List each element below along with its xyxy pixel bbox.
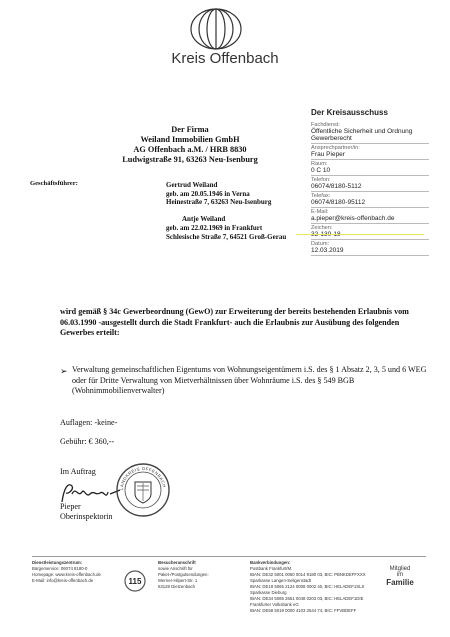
footer-address-column — [158, 560, 238, 590]
footer-bank-line-1: Postbank Frankfurt/M. — [250, 566, 293, 571]
field-label-contact: Ansprechpartner/in: — [311, 145, 360, 151]
logo-text: Kreis Offenbach — [171, 50, 279, 67]
footer-address-line-3: Werner-Hilpert-Str. 1 — [158, 578, 198, 583]
footer-bank-line-3: Sparkasse Langen-Seligenstadt — [250, 578, 311, 583]
field-value-contact: Frau Pieper — [311, 151, 429, 160]
on-behalf-text: Im Auftrag — [60, 467, 96, 476]
permit-scope-item: Verwaltung gemeinschaftlichen Eigentums von Wohnungseigentümern i.S. des § 1 Absatz 2, 3, 5 und 6 WEG oder für Dritte Verwaltung von Mietverhältnissen über Wohnräume i.S. des § 549 BGB (Wohnimmobilienverwalter) — [72, 365, 427, 395]
company-address: Ludwigstraße 91, 63263 Neu-Isenburg — [122, 155, 258, 164]
field-label-phone: Telefon: — [311, 177, 331, 183]
field-label-reference: Zeichen: — [311, 225, 333, 231]
manager-1-born: geb. am 20.05.1946 in Verna — [166, 190, 250, 198]
footer-bank-line-4: IBAN: DE18 5065 2124 0008 0002 40, BIC: HELADEF1SLS — [250, 584, 365, 589]
fee-text: Gebühr: € 360,-- — [60, 437, 115, 446]
field-value-department: Öffentliche Sicherheit und Ordnung Gewerberecht — [311, 128, 429, 144]
company-name: Weiland Immobilien GmbH — [140, 135, 240, 144]
field-value-phone: 06074/8180-5112 — [311, 183, 429, 192]
kreis-offenbach-logo — [186, 6, 246, 52]
membership-label-1: Mitglied — [389, 566, 411, 572]
footer-bank-line-5: Sparkasse Dieburg — [250, 590, 287, 595]
highlight-mark — [296, 234, 424, 235]
footer-bank-heading: Bankverbindungen: — [250, 560, 291, 565]
footer-service-column — [32, 560, 116, 584]
manager-1-address: Heinestraße 7, 63263 Neu-Isenburg — [166, 198, 272, 206]
familie-logo-text: Familie — [386, 578, 414, 587]
company-register: AG Offenbach a.M. / HRB 8830 — [133, 145, 247, 154]
bullet-arrow-icon: ➢ — [60, 366, 68, 376]
footer-address-line-2: Paket-/Postgutsendungen: — [158, 572, 209, 577]
signatory-title: Oberinspektorin — [60, 512, 113, 521]
company-address-block — [90, 125, 290, 165]
company-line-1: Der Firma — [171, 125, 209, 134]
field-value-fax: 06074/8180-95112 — [311, 199, 429, 208]
field-label-department: Fachdienst: — [311, 122, 340, 128]
behoerdennummer-115-logo — [118, 569, 152, 593]
manager-2-name: Antje Weiland — [182, 215, 226, 223]
footer-address-line-1: sowie Anschrift für — [158, 566, 193, 571]
footer-bank-line-8: IBAN: DE58 5019 0000 4103 2544 74, BIC: FFVBDEFF — [250, 608, 357, 613]
signatory-name: Pieper — [60, 502, 81, 511]
conditions-text: Auflagen: -keine- — [60, 418, 118, 427]
official-seal-stamp — [115, 462, 171, 518]
footer-service-heading: Dienstleistungszentrum: — [32, 560, 83, 565]
field-value-email: a.pieper@kreis-offenbach.de — [311, 215, 429, 224]
field-value-reference — [311, 231, 429, 240]
permit-paragraph: wird gemäß § 34c Gewerbeordnung (GewO) zur Erweiterung der bereits bestehenden Erlaubnis vom 06.03.1990 -ausgestellt durch die Stadt Frankfurt- auch die Erlaubnis zur Ausübung des folgenden Gewerbes erteilt: — [60, 307, 409, 337]
sidebar-title: Der Kreisausschuss — [311, 108, 388, 117]
footer-bank-line-6: IBAN: DE34 5085 2651 0048 0203 03, BIC: HELADEF1DIE — [250, 596, 364, 601]
footer-service-phone: Bürgerservice: 06074 8180-0 — [32, 566, 88, 571]
manager-2-address: Schlesische Straße 7, 64521 Groß-Gerau — [166, 233, 287, 241]
footer-bank-line-7: Frankfurter Volksbank eG — [250, 602, 299, 607]
badge-115-text: 115 — [128, 577, 142, 586]
footer-homepage: Homepage: www.kreis-offenbach.de — [32, 572, 101, 577]
field-value-date: 12.03.2019 — [311, 247, 429, 256]
field-label-room: Raum: — [311, 161, 328, 167]
field-label-email: E-Mail: — [311, 209, 329, 215]
field-label-fax: Telefax: — [311, 193, 331, 199]
footer-address-line-4: 63128 Dietzenbach — [158, 584, 196, 589]
manager-2-born: geb. am 22.02.1969 in Frankfurt — [166, 224, 263, 232]
familie-membership-badge — [371, 566, 429, 602]
footer-divider — [32, 556, 426, 557]
footer-address-heading: Besucheranschrift — [158, 560, 196, 565]
footer-bank-column — [250, 560, 368, 614]
field-value-room: 0 C 10 — [311, 167, 429, 176]
field-label-date: Datum: — [311, 241, 330, 247]
footer-bank-line-2: IBAN: DE32 5001 0060 0014 9180 03, BIC: PBNKDEFFXXX — [250, 572, 366, 577]
footer-email: E-Mail: info@kreis-offenbach.de — [32, 578, 94, 583]
managers-label: Geschäftsführer: — [30, 180, 78, 187]
membership-label-2: im — [396, 572, 404, 578]
seal-text: LANDKREIS OFFENBACH — [118, 465, 167, 491]
manager-1-name: Gertrud Weiland — [166, 181, 218, 189]
